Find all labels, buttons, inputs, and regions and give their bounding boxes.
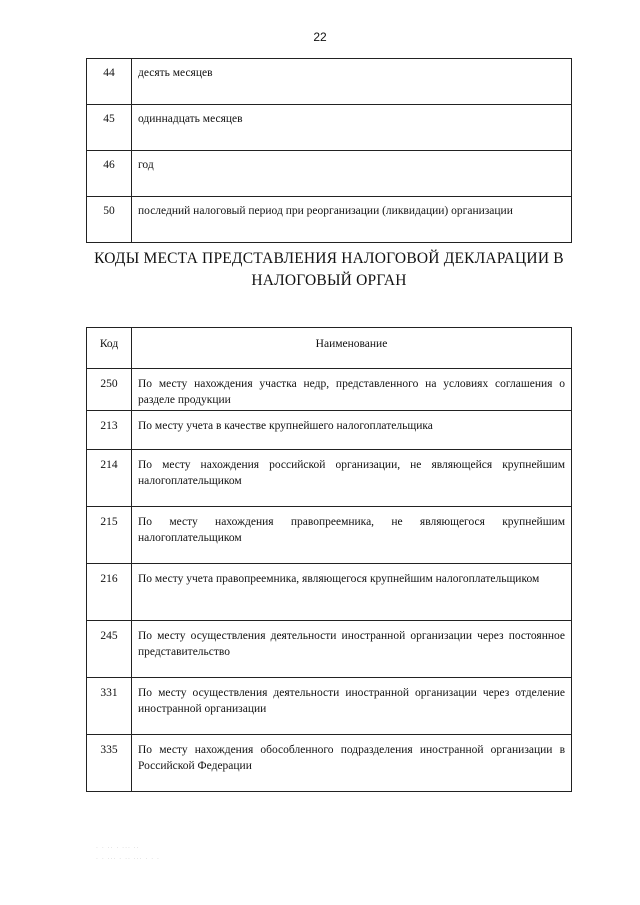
table-row xyxy=(87,151,572,197)
code-cell: 213 xyxy=(87,411,132,450)
table-row xyxy=(87,735,572,792)
name-cell: По месту учета в качестве крупнейшего налогоплательщика xyxy=(132,411,572,450)
code-cell: 50 xyxy=(87,197,132,243)
code-cell: 335 xyxy=(87,735,132,792)
name-cell: По месту осуществления деятельности иностранной организации через отделение иностранной организации xyxy=(132,678,572,735)
name-cell: последний налоговый период при реорганизации (ликвидации) организации xyxy=(132,197,572,243)
code-cell: 44 xyxy=(87,59,132,105)
tax-period-codes-table xyxy=(86,58,572,243)
name-cell: год xyxy=(132,151,572,197)
code-cell: 245 xyxy=(87,621,132,678)
name-cell: По месту нахождения российской организации, не являющейся крупнейшим налогоплательщиком xyxy=(132,450,572,507)
faint-scan-mark: · · ··· · ·· ··· · · · xyxy=(96,856,160,863)
name-cell: одиннадцать месяцев xyxy=(132,105,572,151)
table-row xyxy=(87,411,572,450)
name-cell: десять месяцев xyxy=(132,59,572,105)
column-header-name: Наименование xyxy=(132,328,572,369)
code-cell: 45 xyxy=(87,105,132,151)
table-row xyxy=(87,197,572,243)
name-cell: По месту нахождения правопреемника, не являющегося крупнейшим налогоплательщиком xyxy=(132,507,572,564)
table-row xyxy=(87,59,572,105)
code-cell: 331 xyxy=(87,678,132,735)
name-cell: По месту нахождения обособленного подразделения иностранной организации в Российской Федерации xyxy=(132,735,572,792)
section-title: КОДЫ МЕСТА ПРЕДСТАВЛЕНИЯ НАЛОГОВОЙ ДЕКЛАРАЦИИ В НАЛОГОВЫЙ ОРГАН xyxy=(94,250,564,289)
submission-place-codes-table xyxy=(86,327,572,792)
table-row xyxy=(87,105,572,151)
code-cell: 214 xyxy=(87,450,132,507)
code-cell: 215 xyxy=(87,507,132,564)
name-cell: По месту нахождения участка недр, представленного на условиях соглашения о разделе продукции xyxy=(132,369,572,411)
name-cell: По месту учета правопреемника, являющегося крупнейшим налогоплательщиком xyxy=(132,564,572,621)
faint-scan-mark: · · ·· · ··· ·· xyxy=(96,845,140,852)
table-row xyxy=(87,678,572,735)
table-row xyxy=(87,450,572,507)
table-row xyxy=(87,507,572,564)
table-row xyxy=(87,369,572,411)
table-row xyxy=(87,564,572,621)
code-cell: 250 xyxy=(87,369,132,411)
table-row xyxy=(87,621,572,678)
column-header-code: Код xyxy=(87,328,132,369)
name-cell: По месту осуществления деятельности иностранной организации через постоянное представительство xyxy=(132,621,572,678)
page-number: 22 xyxy=(313,30,327,44)
code-cell: 46 xyxy=(87,151,132,197)
code-cell: 216 xyxy=(87,564,132,621)
table-header-row xyxy=(87,328,572,369)
